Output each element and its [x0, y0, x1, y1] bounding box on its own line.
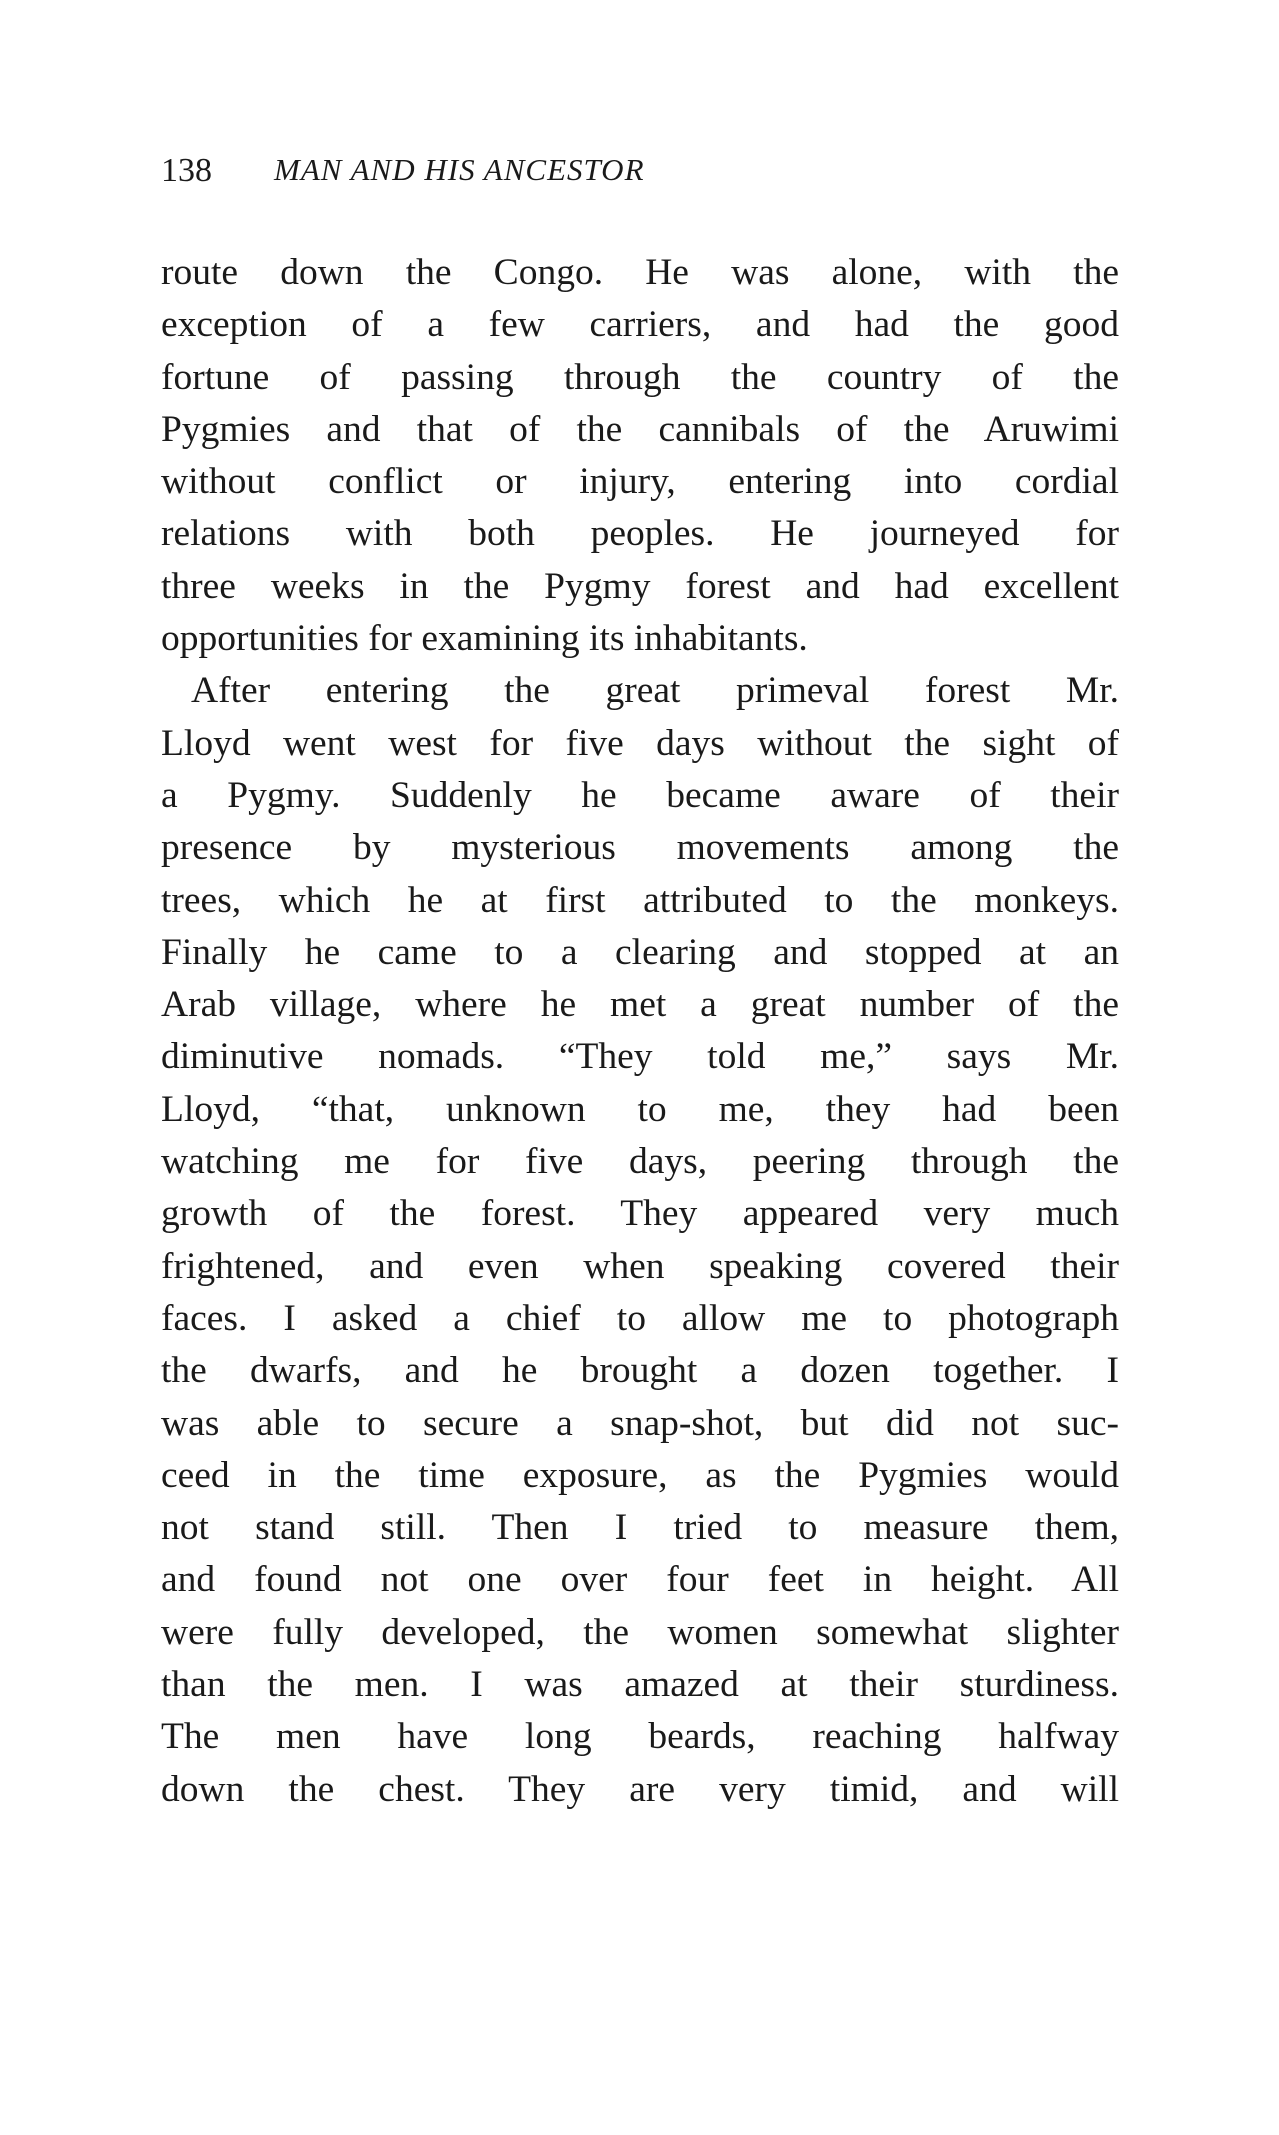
text-line: Finally he came to a clearing and stopped at an [161, 931, 1119, 973]
text-line: The men have long beards, reaching halfway [161, 1716, 1119, 1758]
text-line: Pygmies and that of the cannibals of the Aruwimi [161, 408, 1119, 450]
text-line: trees, which he at first attributed to the monkeys. [161, 879, 1119, 921]
text-line: opportunities for examining its inhabitants. [161, 618, 808, 660]
text-line: Lloyd went west for five days without the sight of [161, 722, 1119, 764]
text-line: were fully developed, the women somewhat slighter [161, 1611, 1119, 1653]
page-number: 138 [161, 152, 212, 189]
text-line: and found not one over four feet in height. All [161, 1559, 1119, 1601]
text-line: frightened, and even when speaking covered their [161, 1245, 1119, 1287]
running-header [161, 152, 1119, 202]
text-line: the dwarfs, and he brought a dozen together. I [161, 1350, 1119, 1392]
text-line: relations with both peoples. He journeyed for [161, 513, 1119, 555]
text-line: After entering the great primeval forest Mr. [191, 670, 1119, 712]
text-line: faces. I asked a chief to allow me to photograph [161, 1297, 1119, 1339]
text-line: diminutive nomads. “They told me,” says Mr. [161, 1036, 1119, 1078]
text-line: exception of a few carriers, and had the good [161, 304, 1119, 346]
text-line: Lloyd, “that, unknown to me, they had been [161, 1088, 1119, 1130]
text-line: a Pygmy. Suddenly he became aware of their [161, 774, 1119, 816]
text-line: watching me for five days, peering through the [161, 1141, 1119, 1183]
text-line: Arab village, where he met a great number of the [161, 984, 1119, 1026]
text-line: was able to secure a snap-shot, but did not suc- [161, 1402, 1119, 1444]
text-line: three weeks in the Pygmy forest and had excellent [161, 565, 1119, 607]
page-body [161, 247, 1119, 1816]
text-line: presence by mysterious movements among the [161, 827, 1119, 869]
text-line: without conflict or injury, entering into cordial [161, 461, 1119, 503]
text-line: growth of the forest. They appeared very much [161, 1193, 1119, 1235]
running-title: MAN AND HIS ANCESTOR [274, 152, 645, 187]
text-line: than the men. I was amazed at their sturdiness. [161, 1664, 1119, 1706]
text-line: not stand still. Then I tried to measure them, [161, 1507, 1119, 1549]
text-line: fortune of passing through the country of the [161, 356, 1119, 398]
text-line: route down the Congo. He was alone, with the [161, 252, 1119, 293]
text-line: down the chest. They are very timid, and will [161, 1768, 1119, 1810]
text-line: ceed in the time exposure, as the Pygmies would [161, 1454, 1119, 1496]
